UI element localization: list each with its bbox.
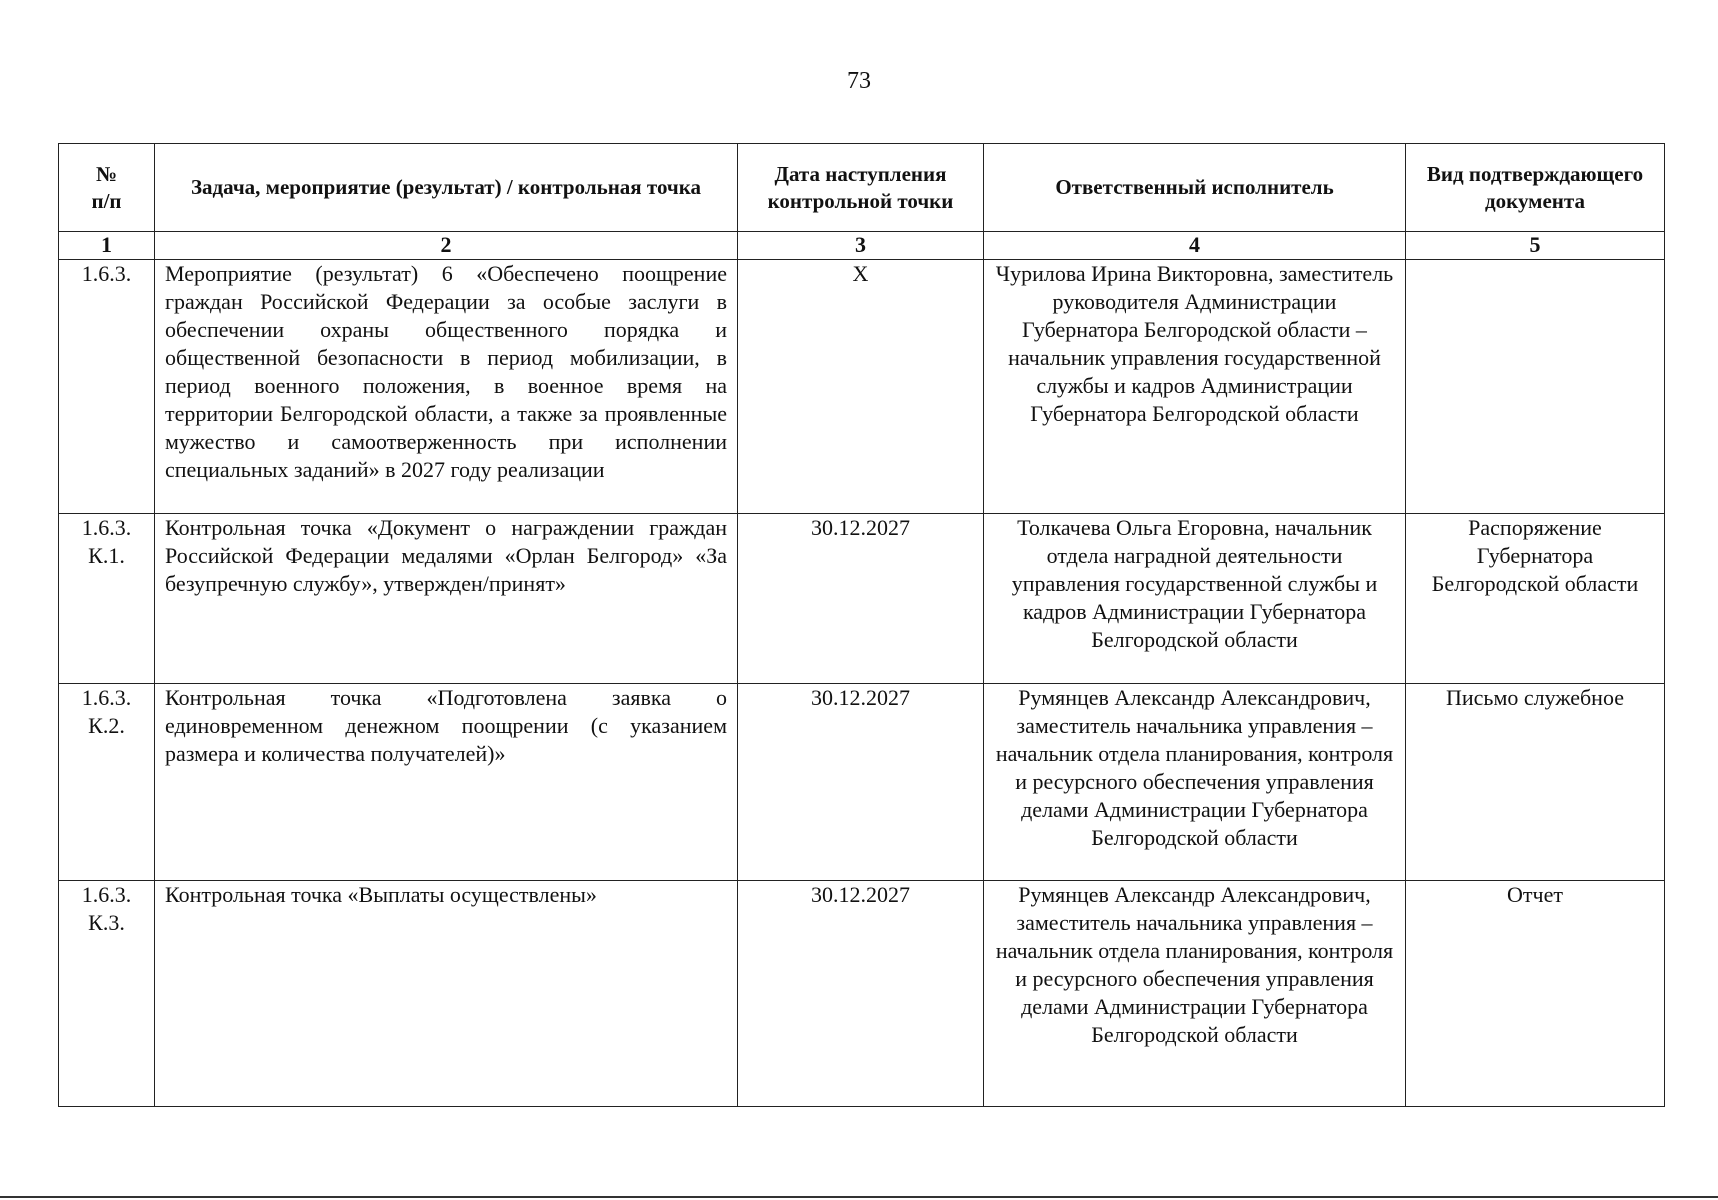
table-row — [59, 514, 1665, 684]
row-number: 1.6.3. — [59, 260, 155, 514]
header-number: № п/п — [59, 144, 155, 232]
column-number: 5 — [1406, 232, 1665, 260]
table-row — [59, 881, 1665, 1107]
header-responsible: Ответственный исполнитель — [984, 144, 1406, 232]
column-number: 1 — [59, 232, 155, 260]
column-number: 2 — [155, 232, 738, 260]
row-number: 1.6.3. К.1. — [59, 514, 155, 684]
row-responsible: Румянцев Александр Александрович, заместитель начальника управления – начальник отдела планирования, контроля и ресурсного обеспечения управления делами Администрации Губернатора Белгородской области — [984, 881, 1406, 1107]
header-task: Задача, мероприятие (результат) / контрольная точка — [155, 144, 738, 232]
row-responsible: Румянцев Александр Александрович, заместитель начальника управления – начальник отдела планирования, контроля и ресурсного обеспечения управления делами Администрации Губернатора Белгородской области — [984, 684, 1406, 881]
row-date: 30.12.2027 — [738, 881, 984, 1107]
row-date: X — [738, 260, 984, 514]
table-row — [59, 684, 1665, 881]
row-task: Мероприятие (результат) 6 «Обеспечено поощрение граждан Российской Федерации за особые заслуги в обеспечении охраны общественного порядка и общественной безопасности в период мобилизации, в период военного положения, в военное время на территории Белгородской области, а также за проявленные мужество и самоотверженность при исполнении специальных заданий» в 2027 году реализации — [155, 260, 738, 514]
table-row — [59, 260, 1665, 514]
row-date: 30.12.2027 — [738, 514, 984, 684]
row-task: Контрольная точка «Подготовлена заявка о единовременном денежном поощрении (с указанием размера и количества получателей)» — [155, 684, 738, 881]
page-number: 73 — [847, 68, 871, 94]
row-document-type: Распоряжение Губернатора Белгородской области — [1406, 514, 1665, 684]
row-task: Контрольная точка «Выплаты осуществлены» — [155, 881, 738, 1107]
column-number: 4 — [984, 232, 1406, 260]
table-header-row — [59, 144, 1665, 232]
header-document-type: Вид подтверждающего документа — [1406, 144, 1665, 232]
row-document-type: Письмо служебное — [1406, 684, 1665, 881]
row-date: 30.12.2027 — [738, 684, 984, 881]
scan-bottom-edge — [0, 1196, 1718, 1198]
column-number-row — [59, 232, 1665, 260]
row-number: 1.6.3. К.2. — [59, 684, 155, 881]
row-responsible: Чурилова Ирина Викторовна, заместитель руководителя Администрации Губернатора Белгородской области – начальник управления государственной службы и кадров Администрации Губернатора Белгородской области — [984, 260, 1406, 514]
row-document-type: Отчет — [1406, 881, 1665, 1107]
header-date: Дата наступления контрольной точки — [738, 144, 984, 232]
row-number: 1.6.3. К.3. — [59, 881, 155, 1107]
row-document-type — [1406, 260, 1665, 514]
control-points-table — [58, 143, 1665, 1107]
column-number: 3 — [738, 232, 984, 260]
row-responsible: Толкачева Ольга Егоровна, начальник отдела наградной деятельности управления государственной службы и кадров Администрации Губернатора Белгородской области — [984, 514, 1406, 684]
row-task: Контрольная точка «Документ о награждении граждан Российской Федерации медалями «Орлан Белгород» «За безупречную службу», утвержден/принят» — [155, 514, 738, 684]
